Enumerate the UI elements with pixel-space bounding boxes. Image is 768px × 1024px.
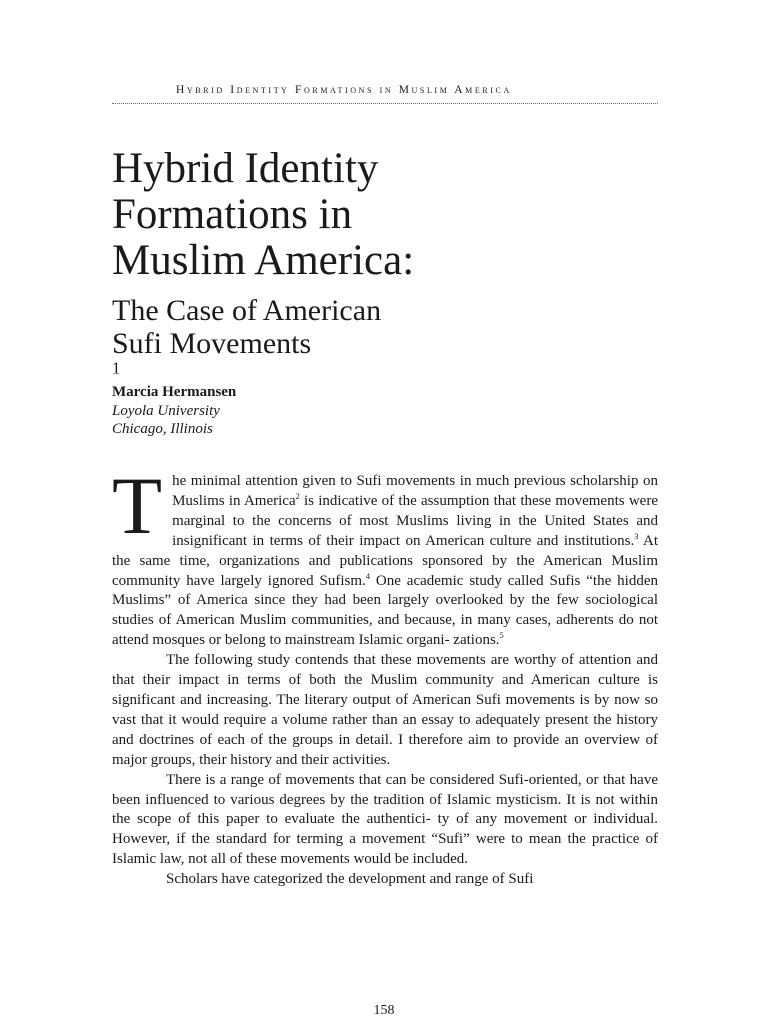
body-paragraph: There is a range of movements that can be considered Sufi-oriented, or that have been influenced to various degrees by the tradition of Islamic mysticism. It is not within the scope of this paper to evaluate the authentici- ty of any movement or individual. However, if the standard for terming a movement “Sufi” were to mean the practice of Islamic law, not all of these movements would be included. (112, 771, 658, 868)
article-body (112, 460, 658, 890)
paragraph-text: At the same time, organizations and publications sponsored by the American Muslim community have largely ignored Sufism. (112, 532, 658, 589)
author-block (112, 383, 236, 439)
title-line: Formations in (112, 191, 353, 238)
footnote-ref[interactable]: 4 (365, 571, 370, 581)
title-line: Hybrid Identity (112, 145, 379, 192)
page-number: 158 (373, 1003, 395, 1018)
subtitle-line: The Case of American (112, 294, 382, 327)
author-location: Chicago, Illinois (112, 421, 213, 437)
paragraph-text: One academic study called Sufis “the hidden Muslims” of America since they had been largely overlooked by the few sociological studies of American Muslim communities, and because, in many cases, adherents do not attend mosques or belong to mainstream Islamic organi- zations. (112, 572, 658, 649)
footnote-ref[interactable]: 1 (112, 358, 121, 378)
body-paragraph: The following study contends that these movements are worthy of attention and that their impact in terms of both the Muslim community and American culture is significant and increasing. The literary output of American Sufi movements is by now so vast that it would require a volume rather than an essay to adequately present the history and doctrines of each of the groups in detail. I therefore aim to provide an overview of major groups, their history and their activities. (112, 652, 658, 768)
paragraph-text: is indicative of the assumption that these movements were marginal to the concerns of most Muslims living in the United States and insignificant in terms of their impact on American culture and institutions. (172, 492, 658, 549)
paragraph-text: he minimal attention given to Sufi movements in much previous scholarship on Muslims in America (172, 473, 658, 509)
header-rule (112, 103, 658, 104)
body-paragraph (112, 460, 658, 651)
footnote-ref[interactable]: 2 (295, 491, 300, 501)
title-block (112, 146, 658, 393)
title-line: Muslim America: (112, 237, 415, 284)
body-paragraph: Scholars have categorized the development and range of Sufi (166, 871, 534, 888)
drop-cap: T (112, 460, 163, 551)
author-name: Marcia Hermansen (112, 384, 237, 400)
article-title (112, 146, 658, 284)
article-subtitle (112, 294, 658, 393)
footnote-ref[interactable]: 3 (634, 531, 639, 541)
author-affiliation: Loyola University (112, 402, 220, 419)
subtitle-line-text: Sufi Movements (112, 327, 312, 360)
footnote-ref[interactable]: 5 (499, 631, 504, 641)
running-header: Hybrid Identity Formations in Muslim America (176, 84, 512, 96)
